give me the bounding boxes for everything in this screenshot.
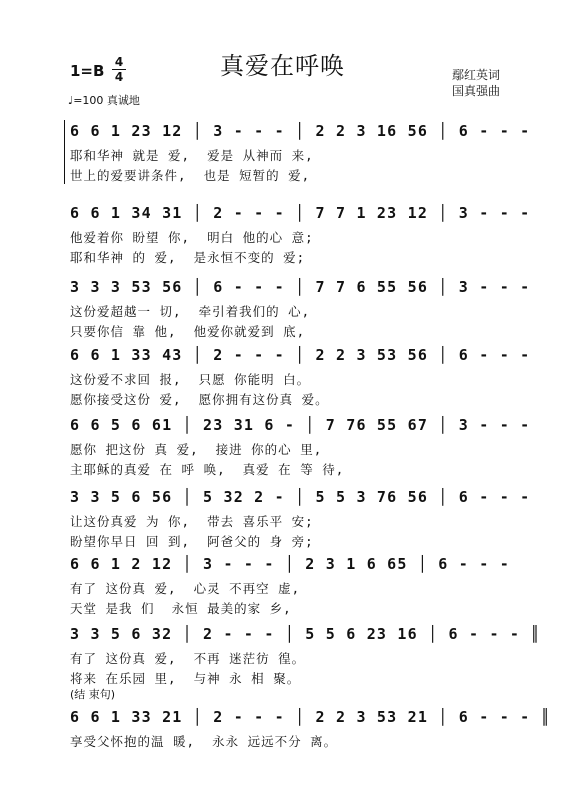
lyric-line-2: 天堂 是我 们 永恒 最美的家 乡, (70, 601, 292, 616)
lyric-line-1: 这份爱超越一 切, 牵引着我们的 心, (70, 304, 311, 319)
lyric-line-1: 有了 这份真 爱, 心灵 不再空 虚, (70, 581, 301, 596)
tempo-marking: ♩=100 真诚地 (68, 94, 140, 107)
lyric-line-1: 他爱着你 盼望 你, 明白 他的心 意; (70, 230, 314, 245)
meter-top: 4 (114, 55, 124, 69)
notation-line: 3 3 5 6 32 │ 2 - - - │ 5 5 6 23 16 │ 6 - - - ║ (70, 625, 541, 643)
lyric-line-1: 这份爱不求回 报, 只愿 你能明 白。 (70, 372, 311, 387)
lyric-line-1: 享受父怀抱的温 暖, 永永 远远不分 离。 (70, 734, 338, 749)
composer-credit: 国真强曲 (452, 84, 501, 98)
lyric-line-2: 将来 在乐园 里, 与神 永 相 聚。 (70, 671, 301, 686)
notation-line: 6 6 1 2 12 │ 3 - - - │ 2 3 1 6 65 │ 6 - - - (70, 555, 510, 573)
key-signature: 1=B (70, 62, 105, 80)
lyric-line-1: 愿你 把这份 真 爱, 接进 你的心 里, (70, 442, 323, 457)
lyric-line-2: 只要你信 靠 他, 他爱你就爱到 底, (70, 324, 306, 339)
notation-line: 3 3 5 6 56 │ 5 32 2 - │ 5 5 3 76 56 │ 6 - - - (70, 488, 531, 506)
lyricist-credit: 鄢红英词 (452, 68, 501, 82)
notation-line: 6 6 1 33 43 │ 2 - - - │ 2 2 3 53 56 │ 6 - - - (70, 346, 531, 364)
lyric-line-2: 世上的爱要讲条件, 也是 短暂的 爱, (70, 168, 311, 183)
lyric-line-2: 盼望你早日 回 到, 阿爸父的 身 旁; (70, 534, 314, 549)
leading-barline (64, 120, 65, 184)
notation-line: 6 6 1 34 31 │ 2 - - - │ 7 7 1 23 12 │ 3 - - - (70, 204, 531, 222)
lyric-line-1: 有了 这份真 爱, 不再 迷茫彷 徨。 (70, 651, 306, 666)
lyric-line-2: 愿你接受这份 爱, 愿你拥有这份真 爱。 (70, 392, 329, 407)
song-title: 真爱在呼唤 (220, 52, 345, 80)
notation-line: 6 6 5 6 61 │ 23 31 6 - │ 7 76 55 67 │ 3 - - - (70, 416, 531, 434)
notation-line: 3 3 3 53 56 │ 6 - - - │ 7 7 6 55 56 │ 3 - - - (70, 278, 531, 296)
lyric-line-2: 主耶稣的真爱 在 呼 唤, 真爱 在 等 待, (70, 462, 345, 477)
lyric-line-1: 耶和华神 就是 爱, 爱是 从神而 来, (70, 148, 314, 163)
lyric-line-1: 让这份真爱 为 你, 带去 喜乐平 安; (70, 514, 314, 529)
notation-line: 6 6 1 23 12 │ 3 - - - │ 2 2 3 16 56 │ 6 - - - (70, 122, 531, 140)
lyric-line-2: 耶和华神 的 爱, 是永恒不变的 爱; (70, 250, 306, 265)
notation-line: 6 6 1 33 21 │ 2 - - - │ 2 2 3 53 21 │ 6 - - - ║ (70, 708, 551, 726)
meter-bottom: 4 (114, 70, 124, 84)
ending-label: (结 束句) (70, 688, 116, 701)
